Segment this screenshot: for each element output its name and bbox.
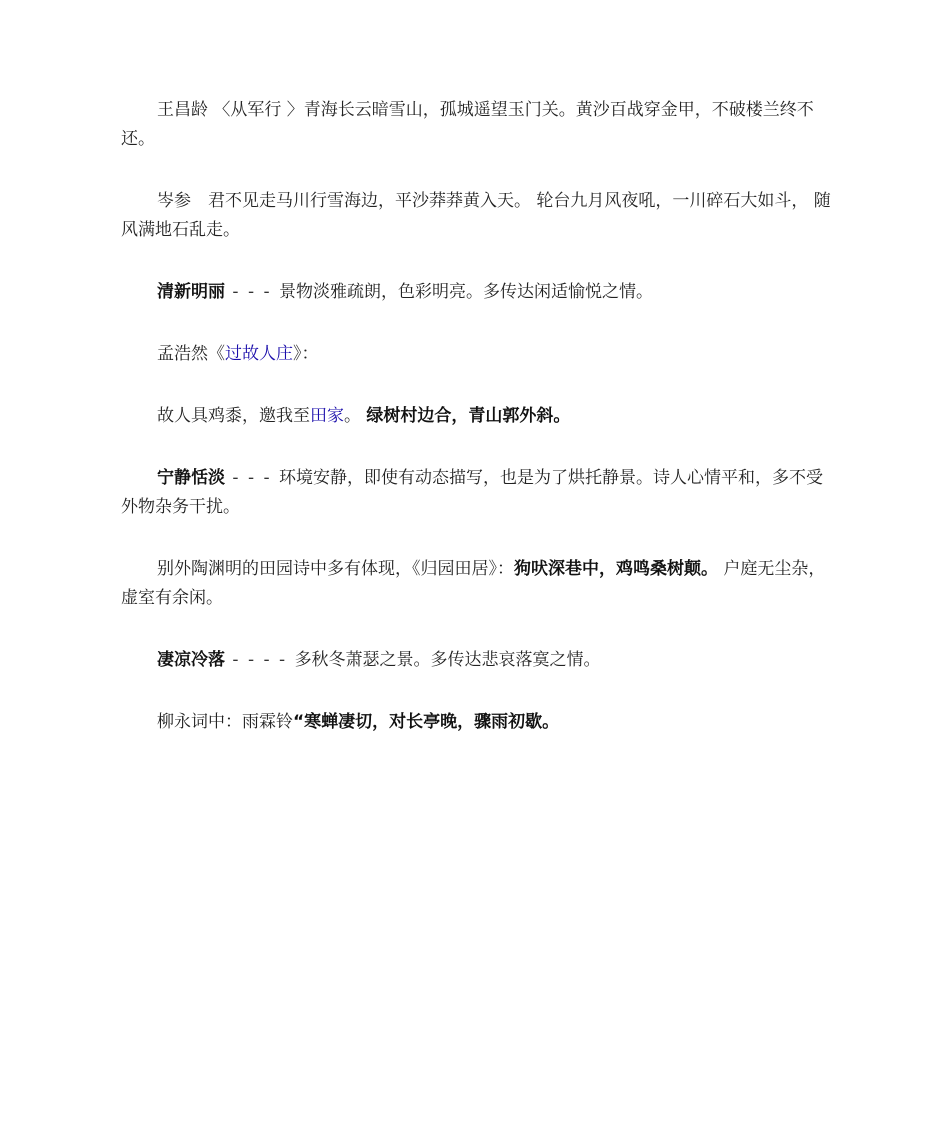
- poem-text: 故人具鸡黍，邀我至: [157, 406, 310, 426]
- highlighted-verse: 狗吠深巷中，鸡鸣桑树颠。: [514, 559, 718, 579]
- dash-separator: - - -: [225, 282, 280, 302]
- tianjia-link[interactable]: 田家: [310, 406, 344, 426]
- style-description: 多秋冬萧瑟之景。多传达悲哀落寞之情。: [294, 650, 601, 670]
- dash-separator: - - -: [225, 468, 280, 488]
- style-description: 景物淡雅疏朗，色彩明亮。多传达闲适愉悦之情。: [279, 282, 654, 302]
- poem-text: 。: [344, 406, 367, 426]
- poem-text: 王昌龄 〈从军行 〉青海长云暗雪山，孤城遥望玉门关。黄沙百战穿金甲，不破楼兰终不还。: [121, 100, 814, 149]
- paragraph-cen-shen: [121, 187, 833, 245]
- document-body: [121, 96, 833, 737]
- highlighted-verse: 绿树村边合，青山郭外斜。: [366, 406, 571, 426]
- author-prefix: 孟浩然《: [157, 344, 225, 364]
- dash-separator: - - - -: [225, 650, 295, 670]
- paragraph-guo-guren-zhuang: [121, 402, 833, 431]
- paragraph-tranquil: [121, 464, 833, 522]
- poem-text: 户庭无尘杂，虚室有余闲。: [121, 559, 826, 608]
- style-term: 宁静恬淡: [157, 468, 225, 488]
- poem-title-link[interactable]: 过故人庄: [225, 344, 293, 364]
- title-suffix: 》：: [293, 344, 319, 364]
- style-description: 环境安静，即使有动态描写，也是为了烘托静景。诗人心情平和，多不受外物杂务干扰。: [121, 468, 824, 517]
- poem-text: 岑参 君不见走马川行雪海边，平沙莽莽黄入天。 轮台九月风夜吼，一川碎石大如斗， 随风满地石乱走。: [121, 191, 831, 240]
- paragraph-fresh-bright: [121, 278, 833, 307]
- highlighted-verse: “寒蝉凄切，对长亭晚，骤雨初歇。: [293, 712, 560, 732]
- paragraph-meng-haoran: [121, 340, 833, 369]
- style-term: 清新明丽: [157, 282, 225, 302]
- paragraph-wang-changling: [121, 96, 833, 154]
- poem-text: 柳永词中：雨霖铃: [157, 712, 293, 732]
- paragraph-liu-yong: [121, 708, 833, 737]
- style-term: 凄凉冷落: [157, 650, 225, 670]
- poem-text: 别外陶渊明的田园诗中多有体现，《归园田居》：: [157, 559, 514, 579]
- paragraph-desolate: [121, 646, 833, 675]
- paragraph-tao-yuanming: [121, 555, 833, 613]
